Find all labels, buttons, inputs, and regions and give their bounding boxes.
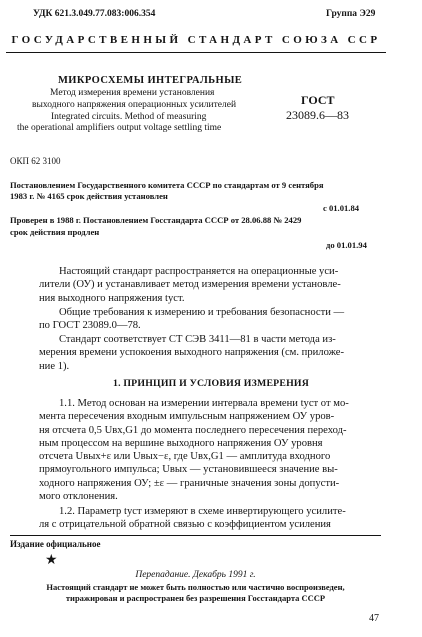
state-standard-banner: ГОСУДАРСТВЕННЫЙ СТАНДАРТ СОЮЗА ССР — [11, 34, 381, 46]
paragraph-1-1 — [39, 397, 383, 503]
intro-p1-line1: Настоящий стандарт распространяется на операционные уси- — [59, 266, 339, 277]
adoption-line2: 1983 г. № 4165 срок действия установлен — [10, 191, 168, 201]
footer-divider — [10, 535, 381, 536]
p11-line6: прямоугольного импульса; Uвых — установившееся значение вы- — [39, 464, 338, 476]
udk-code: УДК 621.3.049.77.083:006.354 — [33, 9, 156, 19]
p11-line1: 1.1. Метод основан на измерении интервала времени tуст от мо- — [59, 398, 349, 409]
copyright-notice-line1: Настоящий стандарт не может быть полностью или частично воспроизведен, — [46, 582, 345, 592]
p11-line2: мента пересечения входным импульсным напряжением ОУ уров- — [39, 411, 335, 423]
checked-line2: срок действия продлен — [10, 227, 100, 237]
p11-line4: ным процессом на вершине выходного напряжения ОУ уровня — [39, 437, 323, 449]
reprint-note: Перепадание. Декабрь 1991 г. — [135, 570, 256, 580]
checked-line1: Проверен в 1988 г. Постановлением Госстандарта СССР от 28.06.88 № 2429 — [10, 215, 302, 225]
title-en-line2: the operational amplifiers output voltage settling time — [17, 123, 222, 133]
official-edition-label: Издание официальное — [10, 539, 101, 549]
intro-p1-line3: ния выходного напряжения tуст. — [39, 292, 185, 304]
gost-label: ГОСТ — [301, 93, 335, 107]
p12-line2: ля с отрицательной обратной связью с коэффициентом усиления — [39, 519, 331, 531]
intro-paragraph-requirements — [39, 306, 383, 333]
title-ru-main: МИКРОСХЕМЫ ИНТЕГРАЛЬНЫЕ — [58, 75, 243, 86]
adoption-line1: Постановлением Государственного комитета СССР по стандартам от 9 сентября — [10, 180, 324, 190]
paragraph-1-2 — [39, 505, 383, 532]
section-1-heading: 1. ПРИНЦИП И УСЛОВИЯ ИЗМЕРЕНИЯ — [112, 378, 310, 389]
intro-p3-line1: Стандарт соответствует СТ СЭВ 3411—81 в части метода из- — [59, 334, 336, 345]
banner-divider — [6, 52, 386, 53]
p11-line5: отсчета Uвых+ε или Uвых−ε, где Uвх,G1 — амплитуда входного — [39, 451, 331, 463]
intro-p3-line2: мерения времени успокоения выходного напряжения (см. приложе- — [39, 347, 345, 359]
page-number: 47 — [369, 613, 379, 624]
intro-p2-line1: Общие требования к измерению и требования безопасности — — [59, 307, 345, 318]
title-ru-line2: Метод измерения времени установления — [50, 88, 215, 98]
gost-number: 23089.6—83 — [286, 108, 349, 122]
title-ru-line3: выходного напряжения операционных усилителей — [32, 100, 237, 110]
title-en-line1: Integrated circuits. Method of measuring — [51, 112, 207, 122]
p12-line1: 1.2. Параметр tуст измеряют в схеме инвертирующего усилите- — [59, 506, 346, 517]
intro-p1-line2: лители (ОУ) и устанавливает метод измерения времени установле- — [39, 279, 341, 291]
intro-p2-line2: по ГОСТ 23089.0—78. — [39, 320, 141, 332]
p11-line8: мого отклонения. — [39, 491, 118, 503]
copyright-notice-line2: тиражирован и распространен без разрешения Госстандарта СССР — [65, 593, 326, 603]
valid-from-date: с 01.01.84 — [323, 203, 360, 213]
valid-until-date: до 01.01.94 — [326, 240, 367, 250]
intro-paragraph-scope — [39, 265, 383, 305]
okp-code: ОКП 62 3100 — [10, 156, 61, 166]
group-code: Группа Э29 — [326, 9, 376, 19]
p11-line3: ня отсчета 0,5 Uвх,G1 до момента последнего пересечения переход- — [39, 424, 347, 436]
intro-paragraph-conformity — [39, 333, 383, 373]
intro-p3-line3: ние 1). — [39, 360, 70, 372]
star-mark: ★ — [45, 553, 58, 568]
p11-line7: ходного напряжения ОУ; ±ε — граничные значения зоны допусти- — [39, 477, 340, 489]
